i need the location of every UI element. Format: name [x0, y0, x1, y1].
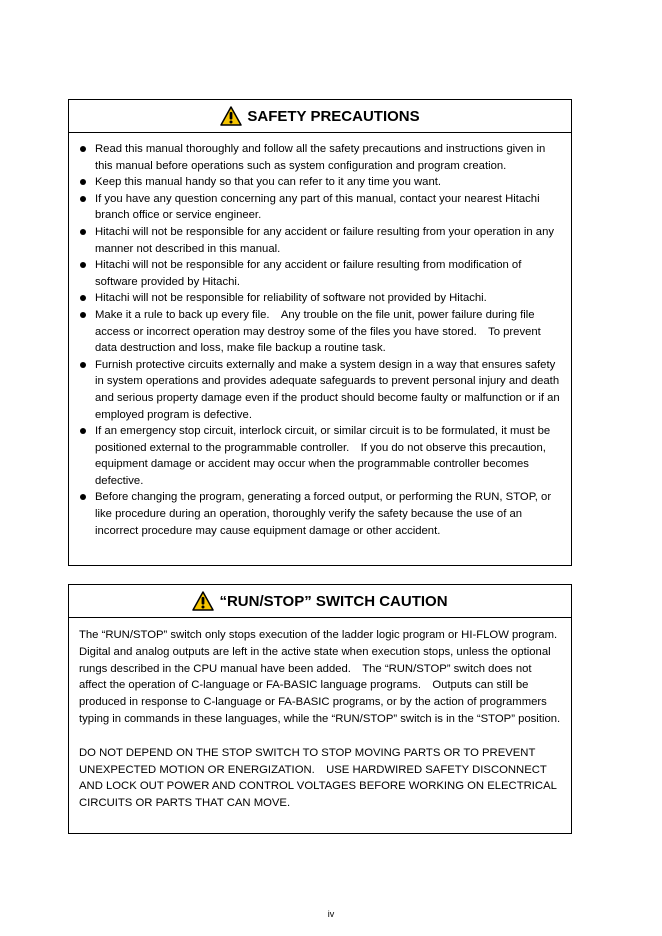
list-item: Before changing the program, generating a forced output, or performing the RUN, STOP, or like procedure during an operation, thoroughly verify the safety because the use of an incorrect procedure may cause equipment damage or other accident.	[95, 489, 563, 539]
list-item: If you have any question concerning any part of this manual, contact your nearest Hitachi branch office or service engineer.	[95, 191, 563, 224]
list-item: Keep this manual handy so that you can refer to it any time you want.	[95, 174, 563, 191]
warning-triangle-icon	[192, 591, 214, 611]
safety-precautions-header	[69, 100, 571, 133]
run-stop-paragraph: The “RUN/STOP” switch only stops execution of the ladder logic program or HI-FLOW program. Digital and analog outputs are left in the active state when execution stops, unless the optional rungs described in the CPU manual have been added. The “RUN/STOP” switch does not affect the operation of C-language or FA-BASIC language programs. Outputs can still be produced in response to C-language or FA-BASIC programs, or by the action of programmers typing in commands in these languages, while the “RUN/STOP” switch is in the “STOP” position.	[79, 629, 569, 725]
list-item: Hitachi will not be responsible for reliability of software not provided by Hitachi.	[95, 290, 563, 307]
run-stop-caution-title: “RUN/STOP” SWITCH CAUTION	[219, 592, 448, 610]
list-item: Make it a rule to back up every file. Any trouble on the file unit, power failure during file access or incorrect operation may destroy some of the files you have stored. To prevent data destruction and loss, make file backup a routine task.	[95, 307, 563, 357]
safety-precautions-list	[69, 133, 571, 539]
list-item: If an emergency stop circuit, interlock circuit, or similar circuit is to be formulated, it must be positioned external to the programmable controller. If you do not observe this precaution, equipment damage or accident may occur when the programmable controller becomes defective.	[95, 423, 563, 489]
run-stop-caution-box	[68, 584, 572, 834]
page-number: iv	[327, 909, 335, 919]
warning-triangle-icon	[220, 106, 242, 126]
run-stop-caution-header	[69, 585, 571, 618]
safety-precautions-box	[68, 99, 572, 566]
list-item: Read this manual thoroughly and follow all the safety precautions and instructions given in this manual before operations such as system configuration and program creation.	[95, 141, 563, 174]
run-stop-warning-paragraph: DO NOT DEPEND ON THE STOP SWITCH TO STOP MOVING PARTS OR TO PREVENT UNEXPECTED MOTION OR ENERGIZATION. USE HARDWIRED SAFETY DISCONNECT AND LOCK OUT POWER AND CONTROL VOLTAGES BEFORE WORKING ON ELECTRICAL CIRCUITS OR PARTS THAT CAN MOVE.	[79, 746, 557, 810]
list-item: Hitachi will not be responsible for any accident or failure resulting from modification of software provided by Hitachi.	[95, 257, 563, 290]
list-item: Hitachi will not be responsible for any accident or failure resulting from your operation in any manner not described in this manual.	[95, 224, 563, 257]
safety-precautions-title: SAFETY PRECAUTIONS	[247, 107, 420, 125]
list-item: Furnish protective circuits externally and make a system design in a way that ensures safety in system operations and provides adequate safeguards to prevent personal injury and death and serious property damage even if the product should become faulty or malfunction or if an employed program is defective.	[95, 357, 563, 423]
